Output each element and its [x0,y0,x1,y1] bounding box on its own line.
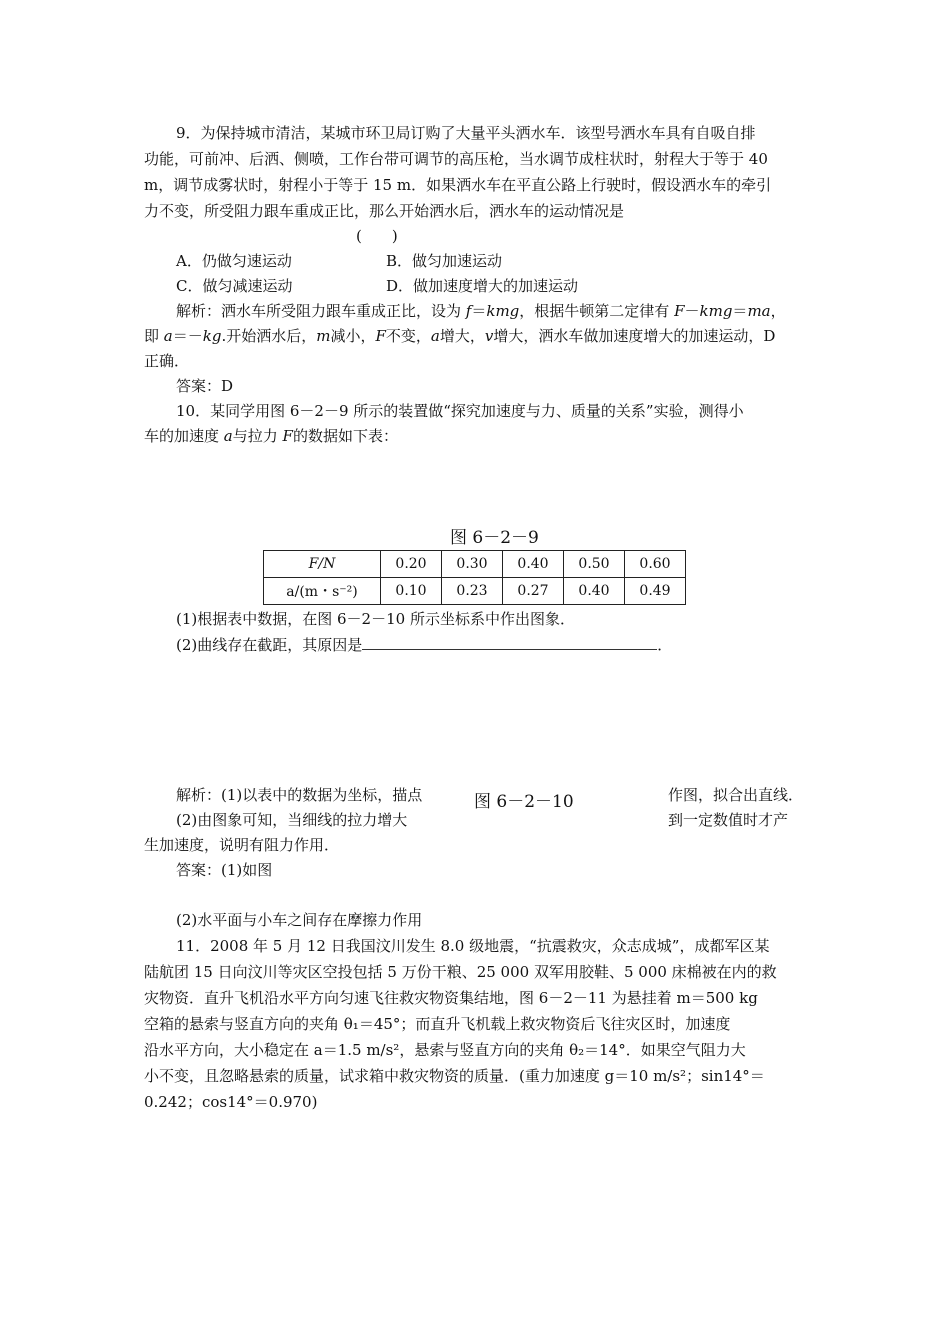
q9-option-c: C．做匀减速运动 [176,277,293,295]
table-row [264,551,686,578]
table-header-force: F/N [264,551,381,578]
q11-line-5: 沿水平方向，大小稳定在 a＝1.5 m/s²，悬索与竖直方向的夹角 θ₂＝14°．如果空气阻力大 [144,1041,746,1059]
q10-part-2: (2)曲线存在截距，其原因是 ． [176,633,672,657]
q10-solution-line-3: 生加速度，说明有阻力作用． [144,836,340,854]
q9-option-a: A．仍做匀速运动 [176,252,292,270]
table-cell: 0.23 [442,578,503,605]
q10-answer-2: (2)水平面与小车之间存在摩擦力作用 [176,911,423,929]
q9-solution-line-1: 解析：洒水车所受阻力跟车重成正比，设为 f＝kmg，根据牛顿第二定律有 F－kmg＝ma， [176,302,786,320]
q9-line-2: 功能，可前冲、后洒、侧喷，工作台带可调节的高压枪，当水调节成柱状时，射程大于等于 40 [144,150,768,168]
q11-line-1: 11．2008 年 5 月 12 日我国汶川发生 8.0 级地震，“抗震救灾，众志成城”，成都军区某 [176,937,770,955]
q9-solution-line-3: 正确． [144,352,190,370]
q9-line-1: 9．为保持城市清洁，某城市环卫局订购了大量平头洒水车．该型号洒水车具有自吸自排 [176,124,756,142]
table-header-acceleration: a/(m・s⁻²) [264,578,381,605]
figure-6-2-10-caption: 图 6－2－10 [474,792,574,812]
q11-line-7: 0.242；cos14°＝0.970) [144,1093,318,1111]
q9-line-4: 力不变，所受阻力跟车重成正比，那么开始洒水后，洒水车的运动情况是 [144,202,625,220]
q9-solution-line-2: 即 a＝－kg.开始洒水后，m减小，F不变，a增大，v增大，洒水车做加速度增大的加速运动，D [144,327,776,345]
q9-answer: 答案：D [176,377,234,395]
table-cell: 0.20 [381,551,442,578]
q10-solution-left-2: (2)由图象可知，当细线的拉力增大 [176,811,408,829]
q10-part-1: (1)根据表中数据，在图 6－2－10 所示坐标系中作出图象． [176,610,575,628]
figure-6-2-9-caption: 图 6－2－9 [450,528,539,548]
q11-line-2: 陆航团 15 日向汶川等灾区空投包括 5 万份干粮、25 000 双军用胶鞋、5 000 床棉被在内的救 [144,963,777,981]
q9-answer-bracket: ( ) [356,227,398,245]
table-cell: 0.40 [503,551,564,578]
q9-line-3: m，调节成雾状时，射程小于等于 15 m．如果洒水车在平直公路上行驶时，假设洒水车的牵引 [144,176,772,194]
q10-line-2: 车的加速度 a与拉力 F的数据如下表： [144,427,398,445]
q10-answer-1: 答案：(1)如图 [176,861,273,879]
q10-line-1: 10．某同学用图 6－2－9 所示的装置做“探究加速度与力、质量的关系”实验，测得小 [176,402,744,420]
table-cell: 0.40 [564,578,625,605]
q11-line-4: 空箱的悬索与竖直方向的夹角 θ₁＝45°；而直升飞机载上救灾物资后飞往灾区时，加速度 [144,1015,731,1033]
q10-solution-right-1: 作图，拟合出直线． [668,786,804,804]
table-cell: 0.50 [564,551,625,578]
q10-solution-right-2: 到一定数值时才产 [668,811,789,829]
table-cell: 0.60 [625,551,686,578]
table-cell: 0.10 [381,578,442,605]
table-cell: 0.30 [442,551,503,578]
q10-solution-left-1: 解析：(1)以表中的数据为坐标，描点 [176,786,423,804]
answer-blank[interactable] [362,633,657,650]
q9-option-d: D．做加速度增大的加速运动 [386,277,579,295]
table-row [264,578,686,605]
q9-option-b: B．做匀加速运动 [386,252,503,270]
table-cell: 0.49 [625,578,686,605]
data-table [263,550,686,605]
q11-line-6: 小不变，且忽略悬索的质量，试求箱中救灾物资的质量．(重力加速度 g＝10 m/s²；sin14°＝ [144,1067,765,1085]
q11-line-3: 灾物资．直升飞机沿水平方向匀速飞往救灾物资集结地，图 6－2－11 为悬挂着 m＝500 kg [144,989,758,1007]
table-cell: 0.27 [503,578,564,605]
